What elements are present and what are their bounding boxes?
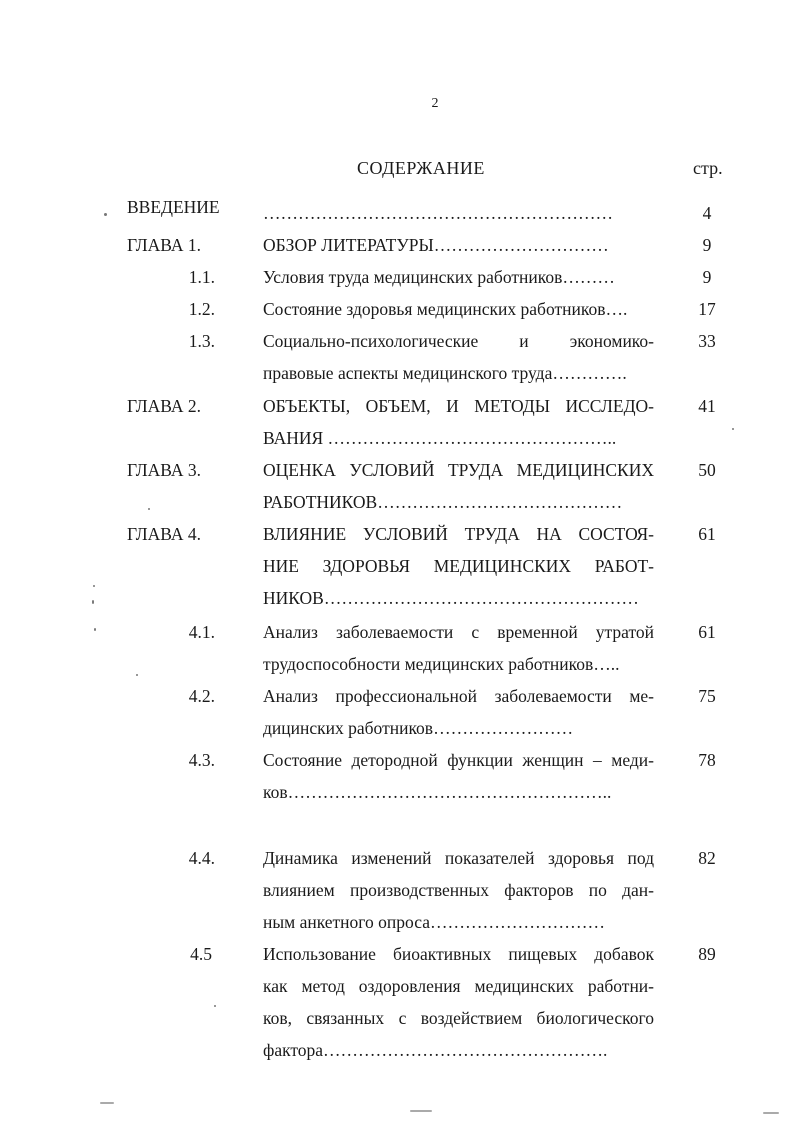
toc-title-line: Состояние здоровья медицинских работников…. xyxy=(263,299,628,319)
toc-page-number: 78 xyxy=(698,750,716,770)
toc-label: 1.1. xyxy=(188,267,215,287)
toc-label: 1.3. xyxy=(188,331,215,351)
toc-title-line: ОЦЕНКА УСЛОВИЙ ТРУДА МЕДИЦИНСКИХ xyxy=(263,460,654,480)
scan-speck xyxy=(136,674,138,676)
scan-speck xyxy=(100,1102,114,1104)
page-number: 2 xyxy=(431,96,439,111)
toc-page-number: 89 xyxy=(698,944,716,964)
toc-label: 1.2. xyxy=(188,299,215,319)
toc-title-line: ным анкетного опроса………………………… xyxy=(263,912,605,932)
toc-label: 4.2. xyxy=(188,686,215,706)
page-column-header: стр. xyxy=(693,158,723,178)
toc-page-number: 17 xyxy=(698,299,716,319)
toc-page-number: 9 xyxy=(702,267,712,287)
scan-speck xyxy=(93,585,95,587)
toc-title-line: дицинских работников…………………… xyxy=(263,718,574,738)
toc-label: 4.5 xyxy=(190,944,212,964)
toc-title-line: Социально-психологические и экономико- xyxy=(263,331,654,351)
toc-title-line: ков, связанных с воздействием биологического xyxy=(263,1008,654,1028)
toc-page-number: 33 xyxy=(698,331,716,351)
scan-speck xyxy=(410,1110,432,1112)
toc-page-number: 50 xyxy=(698,460,716,480)
toc-title-line: ков……………………………………………….. xyxy=(263,782,612,802)
toc-page-number: 41 xyxy=(698,396,716,416)
toc-label: ГЛАВА 4. xyxy=(127,524,202,544)
toc-title-line: фактора…………………………………………. xyxy=(263,1040,608,1060)
toc-title-line: НИЕ ЗДОРОВЬЯ МЕДИЦИНСКИХ РАБОТ- xyxy=(263,556,654,576)
toc-label: 4.1. xyxy=(188,622,215,642)
scan-speck xyxy=(214,1005,216,1007)
toc-page-number: 9 xyxy=(702,235,712,255)
toc-page-number: 61 xyxy=(698,622,716,642)
scan-speck xyxy=(92,600,94,604)
toc-title-line: как метод оздоровления медицинских работни- xyxy=(263,976,654,996)
toc-title-line: Динамика изменений показателей здоровья под xyxy=(263,848,654,868)
toc-label: ГЛАВА 3. xyxy=(127,460,202,480)
toc-title-line: НИКОВ……………………………………………… xyxy=(263,588,639,608)
toc-page-number: 4 xyxy=(702,203,712,223)
scan-speck xyxy=(94,628,96,631)
toc-label: ГЛАВА 2. xyxy=(127,396,202,416)
scan-speck xyxy=(148,508,150,510)
scan-speck xyxy=(104,213,107,216)
toc-title-line: Условия труда медицинских работников……… xyxy=(263,267,615,287)
toc-label: 4.3. xyxy=(188,750,215,770)
scan-speck xyxy=(732,428,734,430)
toc-title-line: Анализ заболеваемости с временной утратой xyxy=(263,622,654,642)
toc-title-line: …………………………………………………… xyxy=(263,203,613,223)
toc-title-line: правовые аспекты медицинского труда…………. xyxy=(263,363,627,383)
toc-title-line: Использование биоактивных пищевых добавок xyxy=(263,944,654,964)
toc-title-line: ВАНИЯ ………………………………………….. xyxy=(263,428,617,448)
toc-label: 4.4. xyxy=(188,848,215,868)
toc-title-line: трудоспособности медицинских работников….. xyxy=(263,654,620,674)
toc-title-line: Состояние детородной функции женщин – меди- xyxy=(263,750,654,770)
toc-label: ВВЕДЕНИЕ xyxy=(127,197,220,217)
toc-title-line: влиянием производственных факторов по дан- xyxy=(263,880,654,900)
toc-title-line: ОБЗОР ЛИТЕРАТУРЫ………………………… xyxy=(263,235,609,255)
page-title: СОДЕРЖАНИЕ xyxy=(357,158,485,178)
scan-speck xyxy=(763,1112,779,1114)
toc-page-number: 75 xyxy=(698,686,716,706)
toc-title-line: Анализ профессиональной заболеваемости ме- xyxy=(263,686,654,706)
toc-title-line: РАБОТНИКОВ…………………………………… xyxy=(263,492,623,512)
toc-title-line: ВЛИЯНИЕ УСЛОВИЙ ТРУДА НА СОСТОЯ- xyxy=(263,524,654,544)
toc-label: ГЛАВА 1. xyxy=(127,235,202,255)
toc-page-number: 61 xyxy=(698,524,716,544)
toc-title-line: ОБЪЕКТЫ, ОБЪЕМ, И МЕТОДЫ ИССЛЕДО- xyxy=(263,396,654,416)
toc-page-number: 82 xyxy=(698,848,716,868)
